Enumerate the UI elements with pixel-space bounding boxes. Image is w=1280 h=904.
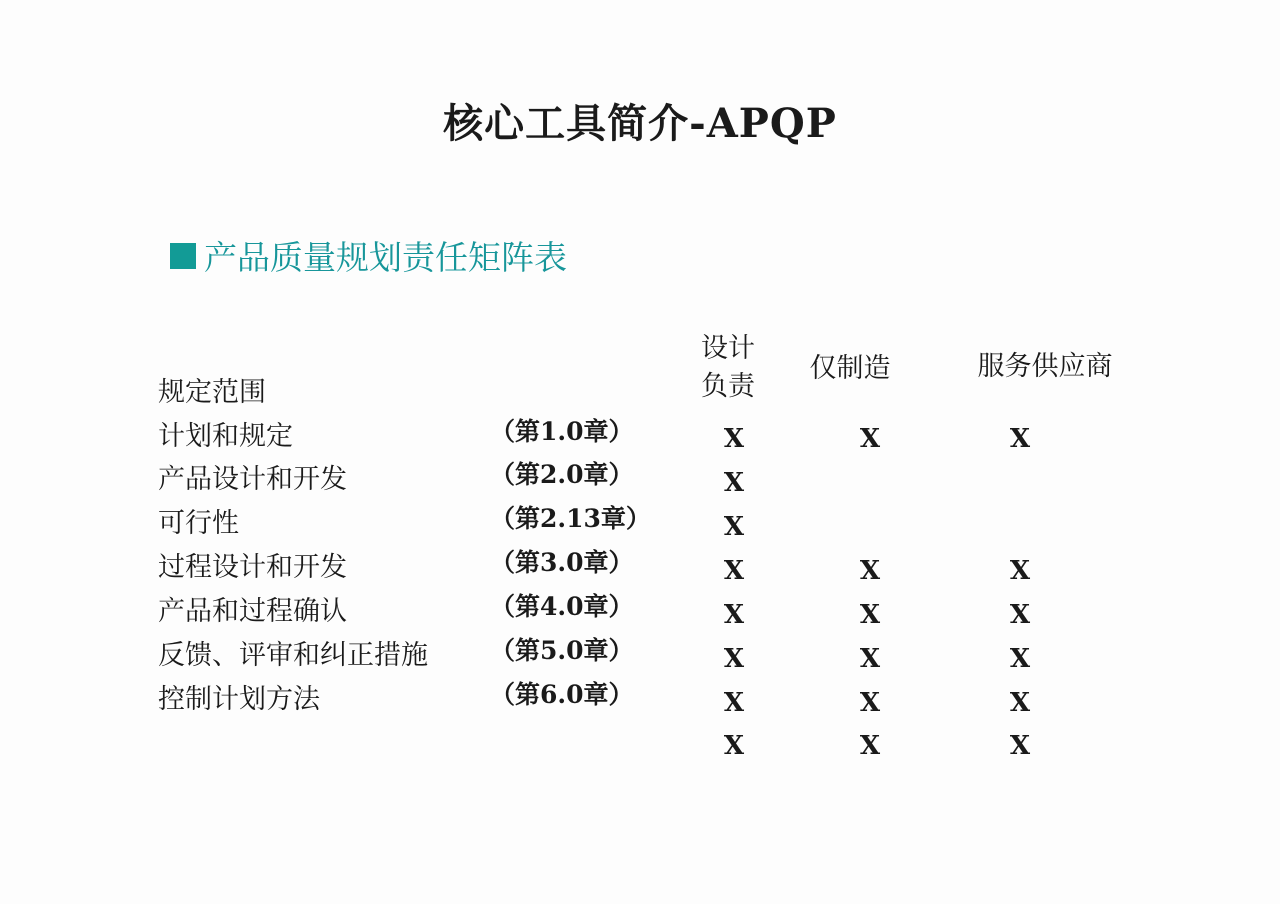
section-heading-text: 产品质量规划责任矩阵表 xyxy=(204,238,567,277)
column-header-manufacturing xyxy=(790,350,910,388)
row-label: 控制计划方法 xyxy=(158,684,320,715)
row-chapter: （第6.0章） xyxy=(490,680,634,709)
column-header-design xyxy=(688,330,768,406)
check-mark-r4-c0: X xyxy=(723,600,745,630)
column-header-service-supplier-label: 服务供应商 xyxy=(977,351,1113,382)
row-label: 过程设计和开发 xyxy=(158,552,347,583)
row-chapter: （第2.0章） xyxy=(490,460,634,489)
check-mark-r3-c0: X xyxy=(723,556,745,586)
row-chapter: （第4.0章） xyxy=(490,592,634,621)
column-header-design-line1: 设计 xyxy=(701,333,755,364)
check-mark-r5-c0: X xyxy=(723,644,745,674)
row-label: 产品和过程确认 xyxy=(158,596,347,627)
check-mark-r6-c2: X xyxy=(1009,688,1031,718)
check-mark-r4-c1: X xyxy=(859,600,881,630)
check-mark-r5-c2: X xyxy=(1009,644,1031,674)
check-mark-r3-c1: X xyxy=(859,556,881,586)
row-label: 可行性 xyxy=(158,508,239,539)
row-chapter: （第3.0章） xyxy=(490,548,634,577)
row-label: 产品设计和开发 xyxy=(158,464,347,495)
row-label: 反馈、评审和纠正措施 xyxy=(158,640,428,671)
row-chapter: （第5.0章） xyxy=(490,636,634,665)
column-header-design-line2: 负责 xyxy=(701,371,755,402)
check-mark-r7-c2: X xyxy=(1009,731,1031,761)
row-chapter: （第1.0章） xyxy=(490,417,634,446)
check-mark-r7-c1: X xyxy=(859,731,881,761)
check-mark-r3-c2: X xyxy=(1009,556,1031,586)
check-mark-r0-c1: X xyxy=(859,424,881,454)
check-mark-r4-c2: X xyxy=(1009,600,1031,630)
page-title: 核心工具简介-APQP xyxy=(443,100,837,147)
check-mark-r0-c2: X xyxy=(1009,424,1031,454)
scope-label: 规定范围 xyxy=(158,377,266,408)
row-chapter: （第2.13章） xyxy=(490,504,651,533)
check-mark-r6-c0: X xyxy=(723,688,745,718)
check-mark-r2-c0: X xyxy=(723,512,745,542)
square-bullet-icon xyxy=(170,243,196,269)
check-mark-r6-c1: X xyxy=(859,688,881,718)
check-mark-r7-c0: X xyxy=(723,731,745,761)
check-mark-r5-c1: X xyxy=(859,644,881,674)
check-mark-r1-c0: X xyxy=(723,468,745,498)
check-mark-r0-c0: X xyxy=(723,424,745,454)
column-header-service-supplier xyxy=(960,348,1130,386)
section-heading xyxy=(170,232,567,279)
column-header-manufacturing-label: 仅制造 xyxy=(809,353,891,384)
row-label: 计划和规定 xyxy=(158,421,293,452)
